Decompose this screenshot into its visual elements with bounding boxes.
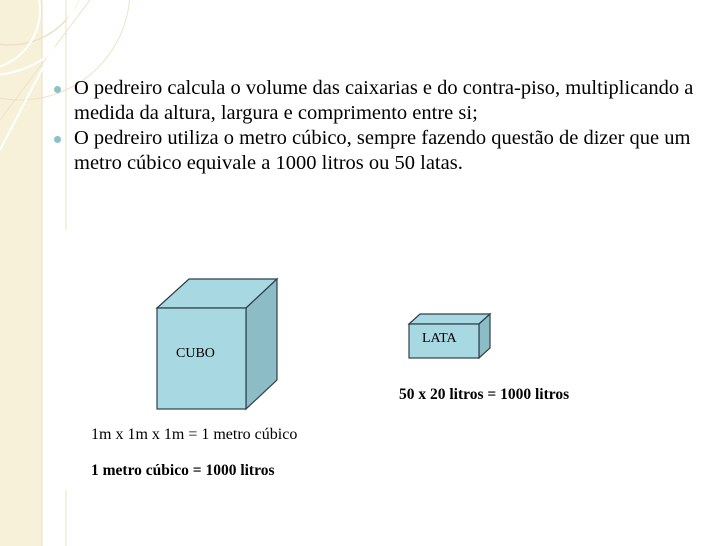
- cube-label: CUBO: [176, 346, 215, 361]
- cans-equation: 50 x 20 litros = 1000 litros: [399, 386, 570, 403]
- bullet-text: O pedreiro utiliza o metro cúbico, sempre fazendo questão de dizer que um metro cúbico equivale a 1000 litros ou 50 latas.: [74, 127, 691, 174]
- cube-equation: 1m x 1m x 1m = 1 metro cúbico: [91, 426, 298, 443]
- cube-shape: [157, 279, 277, 409]
- can-label: LATA: [422, 331, 457, 346]
- liters-equation: 1 metro cúbico = 1000 litros: [91, 462, 275, 479]
- bullet-text: O pedreiro calcula o volume das caixarias e do contra-piso, multiplicando a medida da altura, largura e comprimento entre si;: [74, 77, 694, 124]
